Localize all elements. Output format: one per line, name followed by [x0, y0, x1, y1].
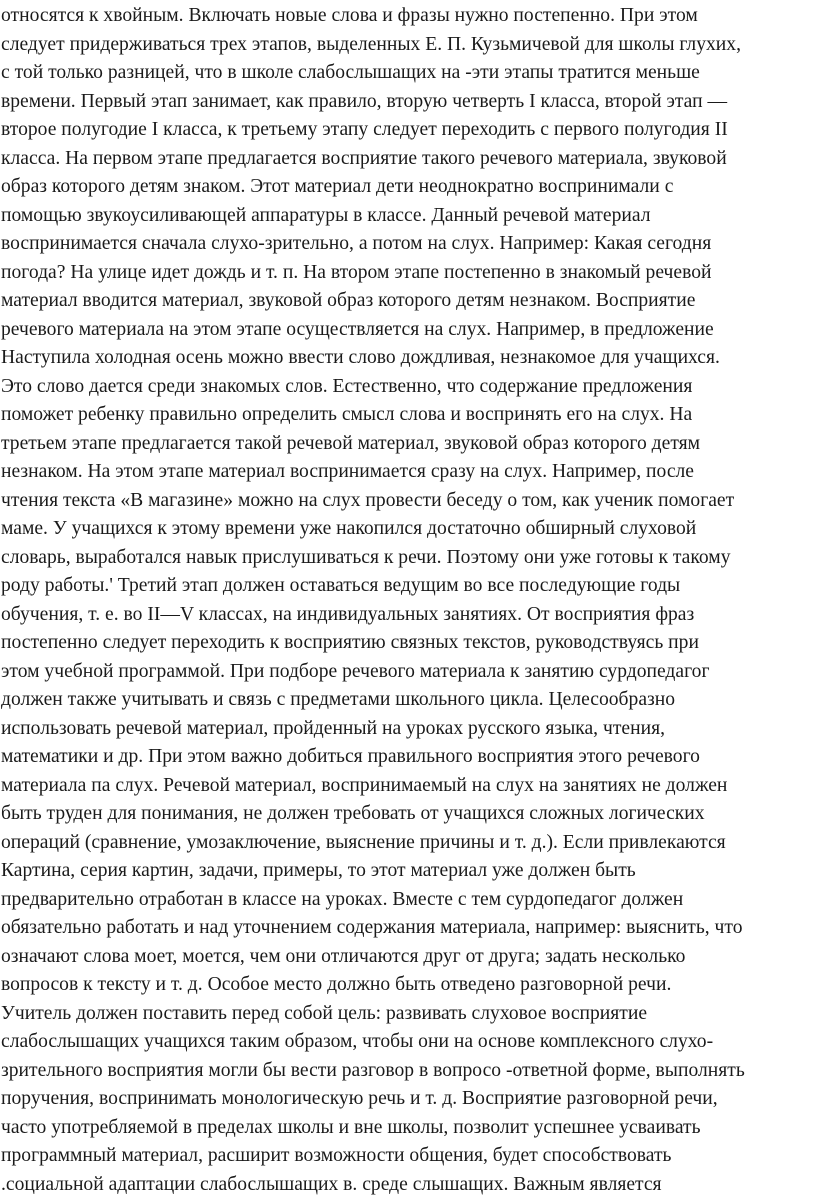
text-line: быть труден для понимания, не должен требовать от учащихся сложных логических — [1, 800, 816, 829]
text-line: Картина, серия картин, задачи, примеры, то этот материал уже должен быть — [1, 857, 816, 886]
text-line: следует придерживаться трех этапов, выделенных Е. П. Кузьмичевой для школы глухих, — [1, 31, 816, 60]
text-line: .социальной адаптации слабослышащих в. среде слышащих. Важным является — [1, 1171, 816, 1199]
text-line: вопросов к тексту и т. д. Особое место должно быть отведено разговорной речи. — [1, 971, 816, 1000]
text-line: помощью звукоусиливающей аппаратуры в классе. Данный речевой материал — [1, 202, 816, 231]
text-line: второе полугодие I класса, к третьему этапу следует переходить с первого полугодия II — [1, 116, 816, 145]
text-line: образ которого детям знаком. Этот материал дети неоднократно воспринимали с — [1, 173, 816, 202]
text-line: Наступила холодная осень можно ввести слово дождливая, незнакомое для учащихся. — [1, 344, 816, 373]
text-line: программный материал, расширит возможности общения, будет способствовать — [1, 1142, 816, 1171]
text-line: материала па слух. Речевой материал, воспринимаемый на слух на занятиях не должен — [1, 772, 816, 801]
text-line: погода? На улице идет дождь и т. п. На втором этапе постепенно в знакомый речевой — [1, 259, 816, 288]
text-line: использовать речевой материал, пройденный на уроках русского языка, чтения, — [1, 715, 816, 744]
text-line: третьем этапе предлагается такой речевой материал, звуковой образ которого детям — [1, 430, 816, 459]
text-line: обязательно работать и над уточнением содержания материала, например: выяснить, что — [1, 914, 816, 943]
body-text — [1, 2, 816, 1199]
text-line: словарь, выработался навык прислушиваться к речи. Поэтому они уже готовы к такому — [1, 544, 816, 573]
text-line: зрительного восприятия могли бы вести разговор в вопросо -ответной форме, выполнять — [1, 1057, 816, 1086]
text-line: означают слова моет, моется, чем они отличаются друг от друга; задать несколько — [1, 943, 816, 972]
text-line: роду работы.' Третий этап должен оставаться ведущим во все последующие годы — [1, 572, 816, 601]
text-line: Учитель должен поставить перед собой цель: развивать слуховое восприятие — [1, 1000, 816, 1029]
text-line: Это слово дается среди знакомых слов. Естественно, что содержание предложения — [1, 373, 816, 402]
text-line: речевого материала на этом этапе осуществляется на слух. Например, в предложение — [1, 316, 816, 345]
text-line: этом учебной программой. При подборе речевого материала к занятию сурдопедагог — [1, 658, 816, 687]
text-line: воспринимается сначала слухо-зрительно, а потом на слух. Например: Какая сегодня — [1, 230, 816, 259]
text-line: маме. У учащихся к этому времени уже накопился достаточно обширный слуховой — [1, 515, 816, 544]
text-line: часто употребляемой в пределах школы и вне школы, позволит успешнее усваивать — [1, 1114, 816, 1143]
text-line: относятся к хвойным. Включать новые слова и фразы нужно постепенно. При этом — [1, 2, 816, 31]
text-line: поможет ребенку правильно определить смысл слова и воспринять его на слух. На — [1, 401, 816, 430]
text-line: обучения, т. е. во II—V классах, на индивидуальных занятиях. От восприятия фраз — [1, 601, 816, 630]
text-line: должен также учитывать и связь с предметами школьного цикла. Целесообразно — [1, 686, 816, 715]
text-line: операций (сравнение, умозаключение, выяснение причины и т. д.). Если привлекаются — [1, 829, 816, 858]
text-line: постепенно следует переходить к восприятию связных текстов, руководствуясь при — [1, 629, 816, 658]
text-line: математики и др. При этом важно добиться правильного восприятия этого речевого — [1, 743, 816, 772]
text-line: материал вводится материал, звуковой образ которого детям незнаком. Восприятие — [1, 287, 816, 316]
text-line: класса. На первом этапе предлагается восприятие такого речевого материала, звуковой — [1, 145, 816, 174]
text-line: чтения текста «В магазине» можно на слух провести беседу о том, как ученик помогает — [1, 487, 816, 516]
text-line: слабослышащих учащихся таким образом, чтобы они на основе комплексного слухо- — [1, 1028, 816, 1057]
text-line: незнаком. На этом этапе материал воспринимается сразу на слух. Например, после — [1, 458, 816, 487]
text-line: времени. Первый этап занимает, как правило, вторую четверть I класса, второй этап — — [1, 88, 816, 117]
text-line: с той только разницей, что в школе слабослышащих на -эти этапы тратится меньше — [1, 59, 816, 88]
text-line: предварительно отработан в классе на уроках. Вместе с тем сурдопедагог должен — [1, 886, 816, 915]
text-line: поручения, воспринимать монологическую речь и т. д. Восприятие разговорной речи, — [1, 1085, 816, 1114]
